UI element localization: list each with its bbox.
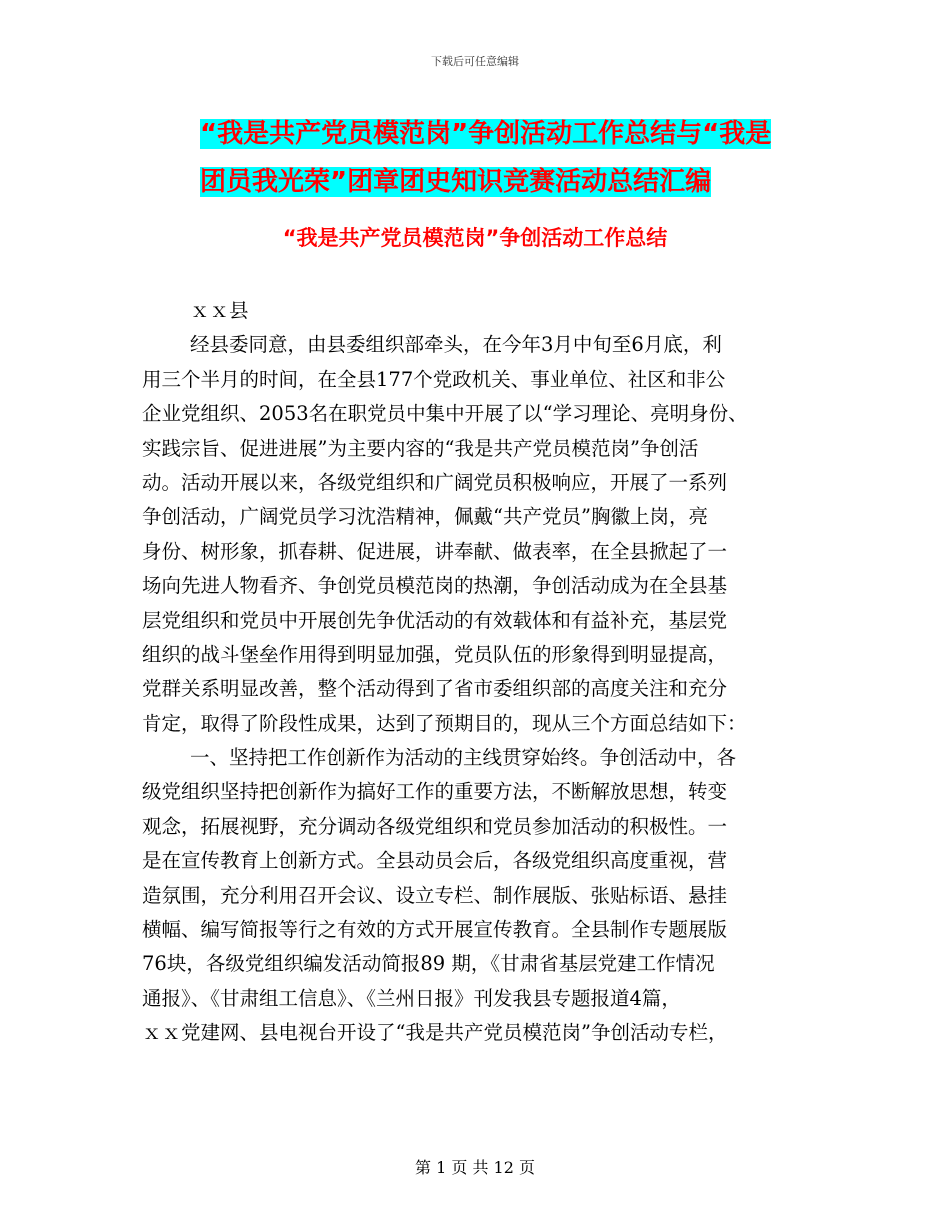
title-line-1: “我是共产党员模范岗”争创活动工作总结与“我是 bbox=[200, 119, 772, 149]
text-line: 一、坚持把工作创新作为活动的主线贯穿始终。争创活动中，各 bbox=[190, 746, 737, 770]
text-line: 造氛围，充分利用召开会议、设立专栏、制作展版、张贴标语、悬挂 bbox=[142, 883, 728, 907]
text-line: 层党组织和党员中开展创先争优活动的有效载体和有益补充，基层党 bbox=[142, 608, 728, 632]
text-line: 动。活动开展以来，各级党组织和广阔党员积极响应，开展了一系列 bbox=[142, 470, 728, 494]
text-line: 用三个半月的时间，在全县177个党政机关、事业单位、社区和非公 bbox=[142, 367, 726, 391]
author-line: ｘｘ县 bbox=[190, 299, 249, 322]
text-line: ｘｘ党建网、县电视台开设了“我是共产党员模范岗”争创活动专栏， bbox=[142, 1021, 728, 1045]
text-line: 身份、树形象，抓春耕、促进展，讲奉献、做表率，在全县掀起了一 bbox=[142, 539, 728, 563]
body-text bbox=[142, 294, 822, 1051]
text-line: 肯定，取得了阶段性成果，达到了预期目的，现从三个方面总结如下： bbox=[142, 711, 747, 735]
text-line: 观念，拓展视野，充分调动各级党组织和党员参加活动的积极性。一 bbox=[142, 814, 728, 838]
text-line: 组织的战斗堡垒作用得到明显加强，党员队伍的形象得到明显提高， bbox=[142, 642, 728, 666]
text-line: 级党组织坚持把创新作为搞好工作的重要方法，不断解放思想，转变 bbox=[142, 780, 728, 804]
page-header: 下载后可任意编辑 bbox=[431, 55, 519, 68]
page-footer: 第 1 页 共 12 页 bbox=[415, 1158, 535, 1177]
text-line: 是在宣传教育上创新方式。全县动员会后，各级党组织高度重视，营 bbox=[142, 849, 728, 873]
text-line: 实践宗旨、促进进展”为主要内容的“我是共产党员模范岗”争创活 bbox=[142, 436, 699, 460]
section-title: “我是共产党员模范岗”争创活动工作总结 bbox=[282, 226, 668, 250]
text-line: 76块，各级党组织编发活动简报89 期，《甘肃省基层党建工作情况 bbox=[142, 952, 715, 976]
text-line: 企业党组织、2053名在职党员中集中开展了以“学习理论、亮明身份、 bbox=[142, 402, 748, 426]
text-line: 经县委同意，由县委组织部牵头，在今年3月中旬至6月底，利 bbox=[190, 333, 722, 357]
document-title bbox=[200, 110, 810, 206]
text-line: 场向先进人物看齐、争创党员模范岗的热潮，争创活动成为在全县基 bbox=[142, 574, 728, 598]
title-line-2: 团员我光荣”团章团史知识竞赛活动总结汇编 bbox=[200, 167, 712, 197]
text-line: 党群关系明显改善，整个活动得到了省市委组织部的高度关注和充分 bbox=[142, 677, 728, 701]
text-line: 争创活动，广阔党员学习沈浩精神，佩戴“共产党员”胸徽上岗，亮 bbox=[142, 505, 708, 529]
text-line: 横幅、编写简报等行之有效的方式开展宣传教育。全县制作专题展版 bbox=[142, 918, 728, 942]
text-line: 通报》、《甘肃组工信息》、《兰州日报》刊发我县专题报道4篇， bbox=[142, 986, 681, 1010]
